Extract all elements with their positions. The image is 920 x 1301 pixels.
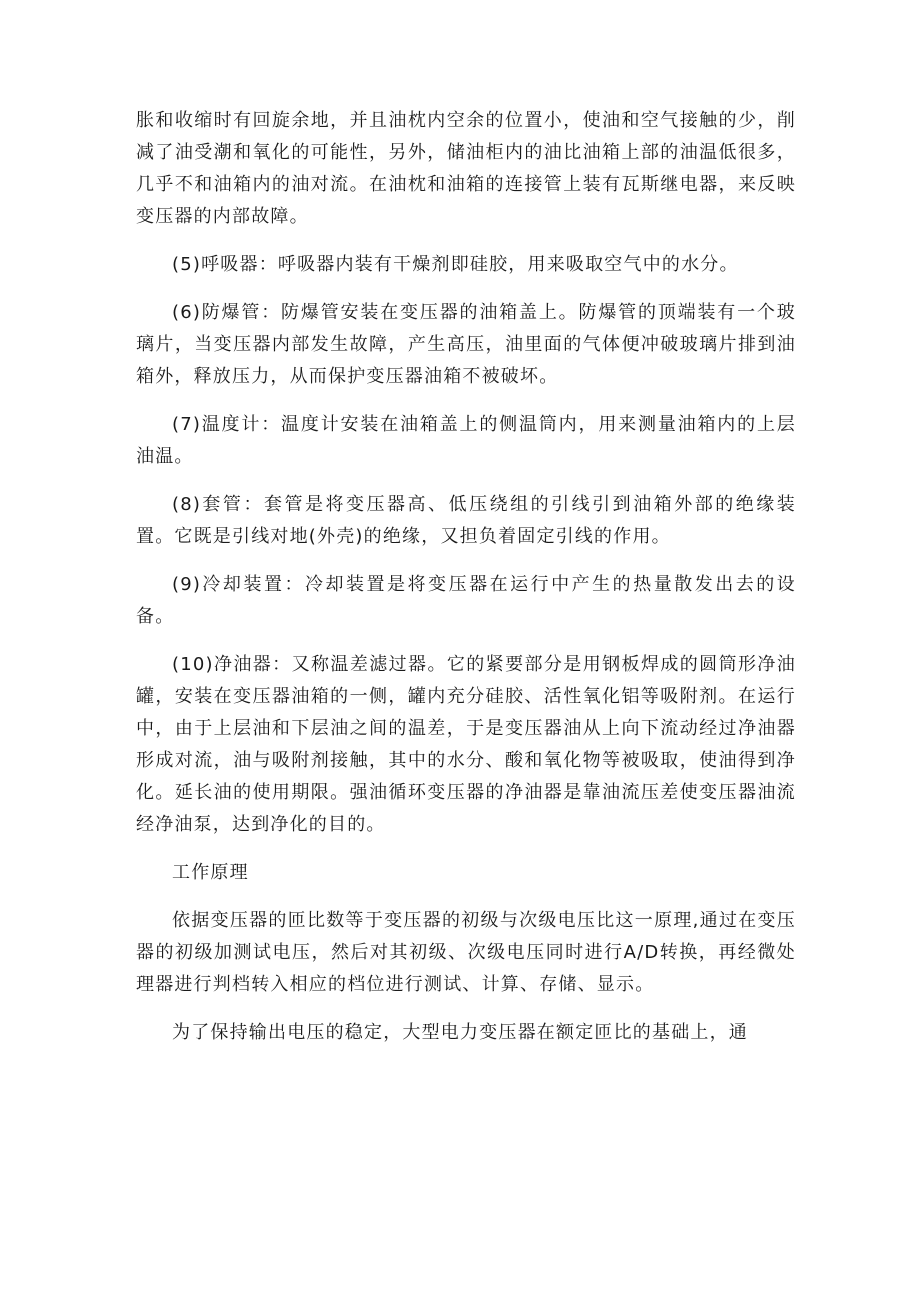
section-heading-working-principle: 工作原理 <box>172 862 249 883</box>
paragraph-oil-conservator: 胀和收缩时有回旋余地，并且油枕内空余的位置小，使油和空气接触的少，削减了油受潮和氧化的可能性，另外，储油柜内的油比油箱上部的油温低很多，几乎不和油箱内的油对流。在油枕和油箱的连接管上装有瓦斯继电器，来反映变压器的内部故障。 <box>136 110 796 227</box>
paragraph-explosion-pipe: (6)防爆管：防爆管安装在变压器的油箱盖上。防爆管的顶端装有一个玻璃片，当变压器内部发生故障，产生高压，油里面的气体便冲破玻璃片排到油箱外，释放压力，从而保护变压器油箱不被破坏。 <box>136 302 796 387</box>
paragraph-voltage-stability: 为了保持输出电压的稳定，大型电力变压器在额定匝比的基础上，通 <box>172 1022 748 1043</box>
paragraph-breather: (5)呼吸器：呼吸器内装有干燥剂即硅胶，用来吸取空气中的水分。 <box>172 254 739 275</box>
paragraph-working-principle: 依据变压器的匝比数等于变压器的初级与次级电压比这一原理,通过在变压器的初级加测试电压，然后对其初级、次级电压同时进行A/D转换，再经微处理器进行判档转入相应的档位进行测试、计算、存储、显示。 <box>136 910 796 995</box>
paragraph-thermometer: (7)温度计：温度计安装在油箱盖上的侧温筒内，用来测量油箱内的上层油温。 <box>136 414 796 467</box>
paragraph-oil-purifier: (10)净油器：又称温差滤过器。它的紧要部分是用钢板焊成的圆筒形净油罐，安装在变压器油箱的一侧，罐内充分硅胶、活性氧化铝等吸附剂。在运行中，由于上层油和下层油之间的温差，于是变压器油从上向下流动经过净油器形成对流，油与吸附剂接触，其中的水分、酸和氧化物等被吸取，使油得到净化。延长油的使用期限。强油循环变压器的净油器是靠油流压差使变压器油流经净油泵，达到净化的目的。 <box>136 654 796 835</box>
paragraph-bushing: (8)套管：套管是将变压器高、低压绕组的引线引到油箱外部的绝缘装置。它既是引线对地(外壳)的绝缘，又担负着固定引线的作用。 <box>136 494 796 547</box>
paragraph-cooling-device: (9)冷却装置：冷却装置是将变压器在运行中产生的热量散发出去的设备。 <box>136 574 796 627</box>
document-body <box>136 105 796 1065</box>
